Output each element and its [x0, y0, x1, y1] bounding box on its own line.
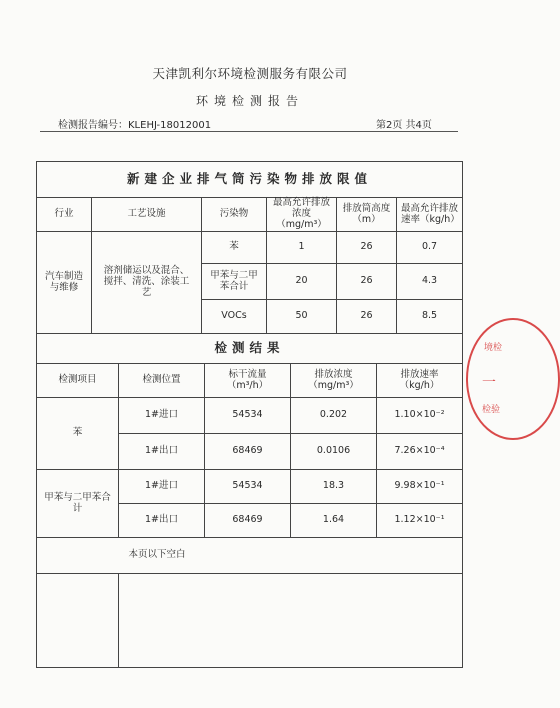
table-row: [37, 574, 463, 668]
header-max-conc: 最高允许排放浓度（mg/m³）: [267, 198, 337, 232]
report-number: 检测报告编号：KLEHJ-18012001: [58, 120, 212, 131]
header-flow: 标干流量（m³/h）: [205, 364, 291, 398]
limits-table: [36, 161, 463, 364]
max-conc-cell: 1: [267, 232, 337, 264]
results-title: 检测结果: [37, 334, 463, 364]
limits-title: 新建企业排气筒污染物排放限值: [37, 162, 463, 198]
location-cell: 1#出口: [119, 504, 205, 538]
flow-cell: 68469: [205, 434, 291, 470]
pollutant-cell: 苯: [202, 232, 267, 264]
rate-cell: 9.98×10⁻¹: [377, 470, 463, 504]
conc-cell: 0.0106: [291, 434, 377, 470]
rate-cell: 1.10×10⁻²: [377, 398, 463, 434]
rate-cell: 7.26×10⁻⁴: [377, 434, 463, 470]
header-max-rate: 最高允许排放速率（kg/h）: [397, 198, 463, 232]
pollutant-cell: VOCs: [202, 300, 267, 334]
max-conc-cell: 20: [267, 264, 337, 300]
conc-cell: 1.64: [291, 504, 377, 538]
official-seal: 境检 一 检验: [466, 318, 560, 440]
conc-cell: 0.202: [291, 398, 377, 434]
flow-cell: 54534: [205, 470, 291, 504]
header-location: 检测位置: [119, 364, 205, 398]
company-name: 天津凯利尔环境检测服务有限公司: [152, 66, 348, 81]
location-cell: 1#出口: [119, 434, 205, 470]
process-cell: 溶剂储运以及混合、搅拌、清洗、涂装工艺: [92, 232, 202, 334]
max-rate-cell: 0.7: [397, 232, 463, 264]
results-table: [36, 363, 463, 668]
page-number: 第2页 共4页: [376, 120, 432, 131]
item-cell: 甲苯与二甲苯合计: [37, 470, 119, 538]
industry-cell: 汽车制造与维修: [37, 232, 92, 334]
report-title: 环境检测报告: [195, 94, 304, 108]
header-pollutant: 污染物: [202, 198, 267, 232]
header-rule: [40, 131, 458, 132]
header-item: 检测项目: [37, 364, 119, 398]
max-rate-cell: 8.5: [397, 300, 463, 334]
table-row: [37, 398, 463, 434]
header-rate: 排放速率（kg/h）: [377, 364, 463, 398]
table-row: [37, 538, 463, 574]
rate-cell: 1.12×10⁻¹: [377, 504, 463, 538]
stack-height-cell: 26: [337, 232, 397, 264]
pollutant-cell: 甲苯与二甲苯合计: [202, 264, 267, 300]
item-cell: 苯: [37, 398, 119, 470]
conc-cell: 18.3: [291, 470, 377, 504]
table-row: [37, 470, 463, 504]
header-process: 工艺设施: [92, 198, 202, 232]
stack-height-cell: 26: [337, 300, 397, 334]
flow-cell: 54534: [205, 398, 291, 434]
flow-cell: 68469: [205, 504, 291, 538]
header-conc: 排放浓度（mg/m³）: [291, 364, 377, 398]
table-row: [37, 232, 463, 264]
location-cell: 1#进口: [119, 470, 205, 504]
location-cell: 1#进口: [119, 398, 205, 434]
max-conc-cell: 50: [267, 300, 337, 334]
max-rate-cell: 4.3: [397, 264, 463, 300]
stack-height-cell: 26: [337, 264, 397, 300]
header-industry: 行业: [37, 198, 92, 232]
header-stack-height: 排放筒高度（m）: [337, 198, 397, 232]
blank-note: 本页以下空白: [119, 538, 463, 574]
